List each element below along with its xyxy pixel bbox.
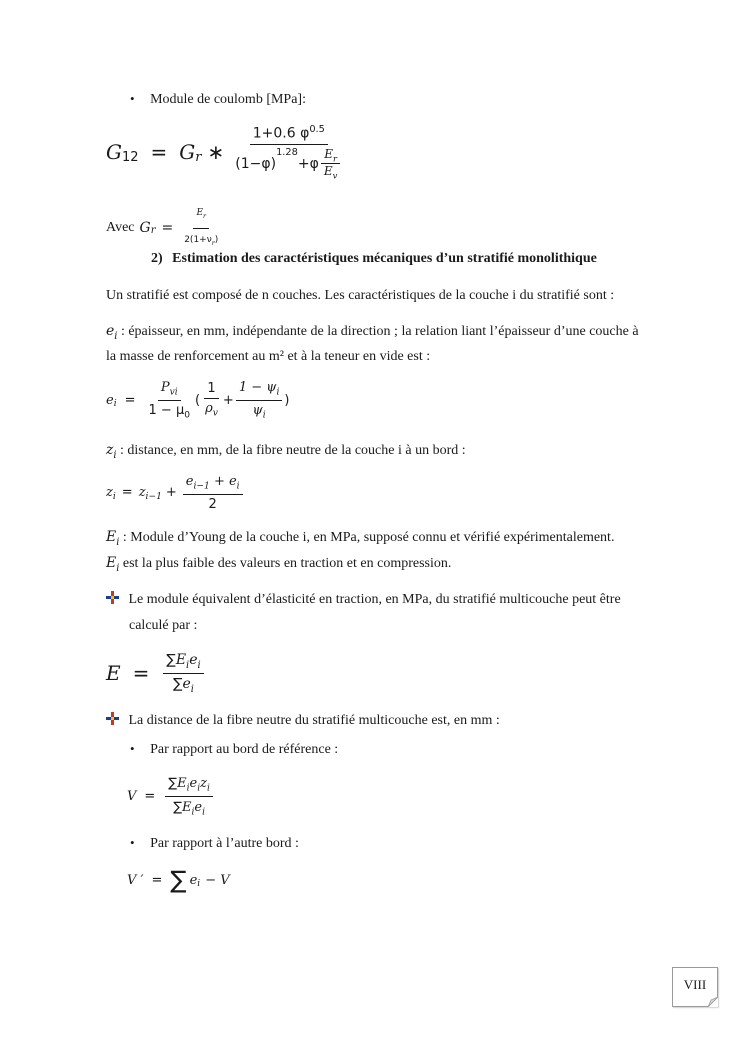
g12-numerator-exponent: 0.5 (309, 124, 325, 135)
heading-number: 2) (151, 251, 163, 266)
avec-num-symbol: E (196, 208, 204, 218)
Ei2-text: est la plus faible des valeurs en traction et en compression. (119, 556, 452, 571)
zi-lhs-subscript: i (112, 491, 116, 502)
psi-symbol: ψ (252, 402, 263, 418)
avec-num-subscript: r (203, 212, 207, 220)
bullet-label: Module de coulomb [MPa]: (150, 92, 306, 107)
formula-E (106, 652, 206, 695)
bullet-bord-reference (130, 740, 338, 759)
times-sign: ∗ (207, 140, 225, 165)
V-fraction (165, 775, 213, 817)
zi-fraction-numerator (183, 474, 243, 495)
module-equivalent-line1: Le module équivalent d’élasticité en traction, en MPa, du stratifié multicouche peut être (128, 592, 621, 607)
zi-definition (106, 441, 466, 465)
V-prime-symbol: V ′ (127, 872, 144, 888)
zi-plus: + (165, 485, 177, 501)
er-ev-fraction (321, 147, 341, 181)
E-num-e-sub: i (197, 659, 201, 671)
mu0-text: 1 − μ (148, 402, 185, 418)
zi-fraction (183, 474, 243, 512)
sigma-icon-den: ∑ (173, 675, 183, 692)
g12-den-phi: +φ (297, 155, 319, 172)
E-lhs-symbol: E (106, 661, 121, 686)
ei-subscript: i (114, 330, 118, 342)
ei-fraction-pvi (146, 380, 194, 420)
avec-gr-subscript: r (150, 225, 156, 237)
avec-equals: = (161, 220, 174, 237)
ei-fraction-psi (236, 380, 283, 420)
page-number-box (672, 967, 718, 1007)
ei-definition-text: : épaisseur, en mm, indépendante de la direction ; la relation liant l’épaisseur d’une couche à (117, 324, 639, 339)
V-fraction-denominator (170, 797, 208, 818)
avec-gr-symbol: G (139, 220, 151, 237)
V-prime-equals: = (151, 872, 163, 888)
avec-label: Avec (106, 220, 135, 236)
V-den-E-sub: i (191, 807, 195, 818)
g12-fraction (232, 124, 345, 180)
equals-sign: = (150, 140, 168, 165)
pvi-subscript: vi (169, 387, 178, 398)
avec-fraction (181, 204, 221, 253)
Ei-definition-line2 (106, 554, 451, 578)
E-fraction (163, 652, 203, 695)
arrow-bullet-module-equivalent (106, 591, 621, 609)
E-fraction-denominator (170, 674, 197, 695)
zi-definition-text: : distance, en mm, de la fibre neutre de la couche i à un bord : (116, 443, 466, 458)
E-den-e: e (182, 675, 191, 692)
er-numerator (321, 147, 340, 164)
V-num-E-sub: i (186, 783, 190, 794)
gr-subscript: r (195, 149, 202, 165)
formula-V-prime (127, 868, 230, 892)
avec-gr-formula (106, 204, 223, 253)
V-den-e-sub: i (202, 807, 205, 818)
Ei-definition-line1 (106, 528, 614, 552)
psi-num-text: 1 − ψ (238, 380, 277, 395)
V-equals: = (144, 788, 156, 804)
E-num-e: e (189, 652, 198, 668)
bullet-dot-icon: • (130, 741, 135, 756)
er-subscript: r (332, 153, 337, 164)
page-number: VIII (683, 977, 707, 992)
zi-prev-symbol: z (138, 485, 146, 501)
E-num-E-sub: i (186, 659, 190, 671)
ev-symbol: E (323, 164, 333, 179)
arrow-bullet-distance (106, 712, 500, 730)
heading-title: Estimation des caractéristiques mécaniques d’un stratifié monolithique (172, 251, 597, 266)
V-den-e: e (194, 799, 203, 815)
module-equivalent-line2: calculé par : (129, 618, 198, 633)
psi-num-subscript: i (276, 387, 280, 398)
avec-den-subscript: r (211, 239, 215, 247)
zi-prev-subscript: i−1 (145, 491, 162, 502)
V-num-E: E (177, 776, 187, 791)
E-fraction-numerator (163, 652, 203, 674)
zi-lhs-symbol: z (106, 485, 113, 501)
intro-paragraph: Un stratifié est composé de n couches. Les caractéristiques de la couche i du stratifié sont : (106, 288, 615, 303)
bullet-autre-bord (130, 834, 299, 853)
rho-denominator (202, 399, 221, 419)
sigma-large-icon: ∑ (170, 866, 187, 894)
g12-den-paren: (1−φ) (235, 155, 277, 172)
g12-denominator (232, 145, 345, 181)
avec-denominator (181, 229, 221, 253)
ei-fraction-rho (202, 381, 221, 419)
V-num-z-sub: i (206, 783, 210, 794)
formula-ei (106, 380, 289, 420)
ei-close-paren: ) (284, 392, 290, 408)
V-fraction-numerator (165, 775, 213, 797)
V-den-E: E (181, 799, 192, 815)
autre-bord-text: Par rapport à l’autre bord : (150, 836, 299, 851)
zi-symbol: z (106, 442, 114, 458)
bullet-dot-icon: • (130, 835, 135, 850)
ei-lhs-symbol: e (106, 392, 114, 408)
formula-g12 (106, 124, 347, 180)
ei-equals: = (124, 392, 136, 408)
zi-fraction-denominator: 2 (208, 496, 217, 512)
V-num-z: z (200, 776, 207, 791)
rho-symbol: ρ (205, 401, 213, 417)
Ei2-symbol: E (106, 555, 117, 571)
ei-open-paren: ( (195, 392, 201, 408)
psi-den-subscript: i (262, 410, 266, 421)
Ei-subscript: i (116, 536, 120, 548)
bord-reference-text: Par rapport au bord de référence : (150, 742, 339, 757)
sigma-icon: ∑ (166, 652, 176, 668)
zi-subscript: i (113, 449, 117, 461)
section-heading (151, 251, 597, 267)
Ei-symbol: E (106, 529, 117, 545)
distance-intro-text: La distance de la fibre neutre du stratifié multicouche est, en mm : (128, 713, 500, 728)
ei-symbol: e (106, 323, 115, 339)
ei-lhs-subscript: i (113, 399, 117, 410)
g12-den-exponent: 1.28 (276, 146, 298, 158)
sigma-icon-v-den: ∑ (173, 799, 182, 815)
e-prev-subscript: i−1 (193, 481, 210, 492)
rho-subscript: v (212, 408, 218, 419)
sigma-icon-v-num: ∑ (168, 776, 178, 791)
formula-V (127, 775, 215, 817)
avec-numerator (193, 204, 209, 229)
bullet-dot-icon: • (130, 91, 135, 106)
plus-e-subscript: i (236, 481, 240, 492)
mu0-denominator (146, 401, 194, 421)
Ei2-subscript: i (116, 562, 120, 574)
ev-denominator (321, 164, 341, 180)
plus-e-text: + e (209, 474, 237, 489)
ei-definition-line1 (106, 322, 639, 346)
E-den-e-sub: i (190, 683, 194, 695)
g12-symbol: G (106, 140, 122, 165)
gr-symbol: G (179, 140, 196, 165)
fancy-plus-bullet-icon (106, 591, 119, 604)
ei-plus: + (222, 392, 234, 408)
zi-equals: = (121, 485, 133, 501)
avec-den-close: ) (214, 234, 219, 245)
V-lhs-symbol: V (127, 788, 137, 804)
avec-den-text: 2(1+ν (184, 234, 212, 245)
V-prime-e-sub: i (197, 879, 201, 889)
g12-subscript: 12 (121, 149, 139, 165)
E-equals: = (132, 661, 150, 686)
g12-numerator (250, 124, 328, 145)
mu0-subscript: 0 (184, 410, 191, 421)
ei-definition-line2: la masse de renforcement au m² et à la teneur en vide est : (106, 349, 431, 364)
bullet-module-coulomb (130, 90, 306, 109)
g12-numerator-text: 1+0.6 φ (252, 125, 310, 142)
psi-numerator (236, 380, 283, 401)
E-num-E: E (175, 652, 187, 668)
psi-denominator (250, 401, 269, 421)
V-num-e-sub: i (197, 783, 201, 794)
ev-subscript: v (332, 170, 338, 181)
Ei-definition-text: : Module d’Young de la couche i, en MPa, supposé connu et vérifié expérimentalement. (119, 530, 615, 545)
formula-zi (106, 474, 245, 512)
fancy-plus-bullet-icon (106, 712, 119, 725)
V-prime-e: e (189, 872, 198, 888)
V-num-e: e (189, 776, 198, 791)
page-curl-icon (708, 997, 718, 1007)
V-prime-minus-v: − V (205, 872, 230, 888)
rho-numerator: 1 (204, 381, 218, 399)
pvi-numerator (158, 380, 181, 401)
er-symbol: E (324, 146, 333, 161)
e-prev-symbol: e (185, 474, 194, 489)
pvi-symbol: P (160, 380, 170, 395)
